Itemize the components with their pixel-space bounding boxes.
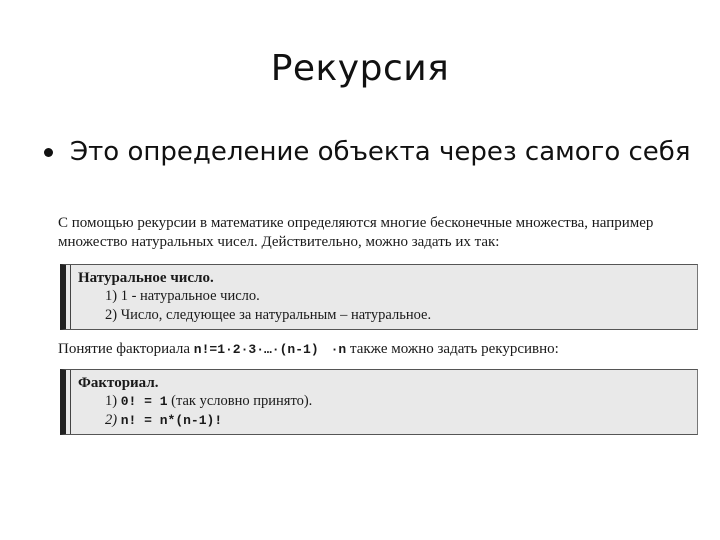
definition-item: 1) 1 - натуральное число. [105, 288, 260, 304]
item-note: (так условно принято). [171, 393, 313, 409]
paragraph-recursion-sets [58, 214, 653, 252]
paragraph-text: также можно задать рекурсивно: [349, 341, 559, 357]
item-number: 2) [105, 412, 118, 428]
bullet-dot-icon [44, 148, 53, 157]
paragraph-line: С помощью рекурсии в математике определяются многие бесконечные множества, например [58, 215, 654, 231]
factorial-formula: n!=1·2·3·…·(n-1) [193, 342, 319, 357]
paragraph-factorial [58, 340, 559, 359]
item-number: 1) [105, 393, 118, 409]
definition-box-natural-number [60, 264, 698, 330]
item-code: n! = n*(n-1)! [120, 413, 223, 428]
bullet-item [44, 132, 690, 172]
definition-item: 2) Число, следующее за натуральным – натуральное. [105, 307, 432, 323]
definition-box-content [70, 370, 678, 434]
bullet-text: Это определение объекта через самого себя [70, 137, 691, 167]
definition-box-factorial [60, 369, 698, 435]
paragraph-line: множество натуральных чисел. Действительно, можно задать их так: [58, 234, 500, 250]
definition-title: Натуральное число. [78, 270, 214, 286]
factorial-formula-tail: ·n [330, 342, 347, 357]
definition-box-content [70, 265, 678, 329]
definition-item [78, 392, 678, 411]
definition-item [78, 411, 678, 430]
paragraph-text: Понятие факториала [58, 341, 191, 357]
definition-title: Факториал. [78, 375, 159, 391]
slide-title: Рекурсия [270, 48, 450, 89]
item-code: 0! = 1 [120, 394, 168, 409]
